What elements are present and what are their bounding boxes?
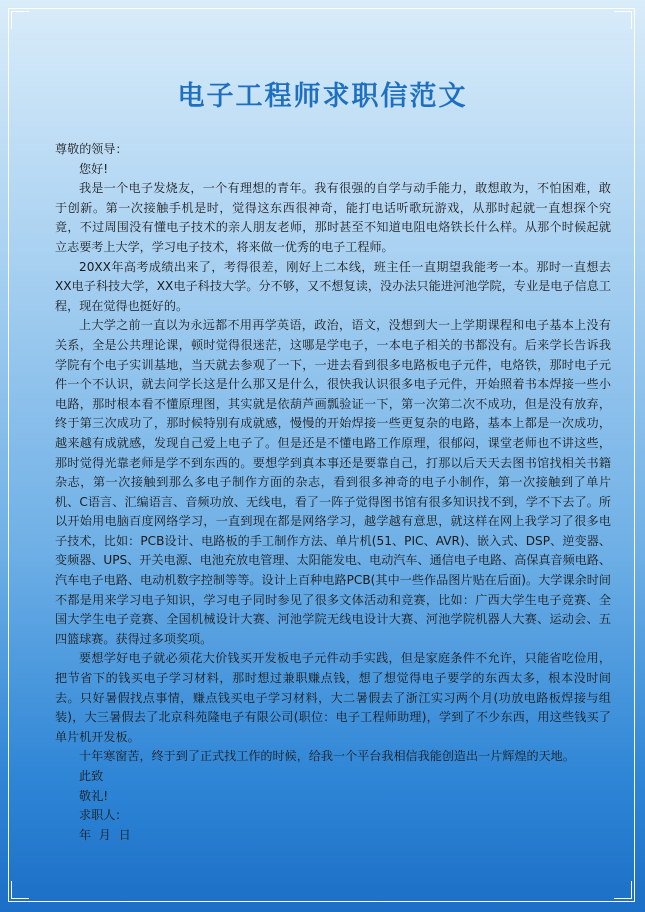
paragraph: 要想学好电子就必须花大价钱买开发板电子元件动手实践，但是家庭条件不允许，只能省吃俭用，把节省下的钱买电子学习材料，那时想过兼职赚点钱，想了想觉得电子要学的东西太多，根本没时间去。只好暑假找点事情，赚点钱买电子学习材料，大二暑假去了浙江实习两个月(功放电路板焊接与组装)，大三暑假去了北京科苑隆电子有限公司(职位：电子工程师助理)，学到了不少东西，用这些钱买了单片机开发板。 [55,651,611,744]
corner-ornament [614,881,632,899]
paragraph: 20XX年高考成绩出来了，考得很差，刚好上二本线，班主任一直期望我能考一本。那时一直想去XX电子科技大学，XX电子科技大学。分不够，又不想复读，没办法只能进河池学院，专业是电子信息工程，现在觉得也挺好的。 [55,259,611,313]
closing-line: 此致 [79,769,104,783]
paragraph: 十年寒窗苦，终于到了正式找工作的时候，给我一个平台我相信我能创造出一片辉煌的天地。 [79,749,575,764]
letter-body [55,140,611,845]
closing-line: 求职人： [79,808,128,823]
page-title: 电子工程师求职信范文 [177,81,468,112]
closing-line: 敬礼! [79,788,109,803]
paragraph: 上大学之前一直以为永远都不用再学英语，政治，语文，没想到大一上学期课程和电子基本上没有关系，全是公共理论课，顿时觉得很迷茫，这哪是学电子，一本电子相关的书都没有。后来学长告诉我学院有个电子实训基地，当天就去参观了一下，一进去看到很多电路板电子元件，电烙铁，那时电子元件一个不认识，就去问学长这是什么那又是什么，很快我认识很多电子元件，开始照着书本焊接一些小电路，那时根本看不懂原理图，其实就是依葫芦画瓢验证一下，第一次第二次不成功，但是没有放弃，终于第三次成功了，那时候特别有成就感，慢慢的开始焊接一些更复杂的电路，基本上都是一次成功，越来越有成就感，发现自己爱上电子了。但是还是不懂电路工作原理，很郁闷，课堂老师也不讲这些，那时觉得光靠老师是学不到东西的。要想学到真本事还是要靠自己，打那以后天天去图书馆找相关书籍杂志，第一次接触到那么多电子制作方面的杂志，看到很多神奇的电子小制作，第一次接触到了单片机、C语言、汇编语言、音频功放、无线电，看了一阵子觉得图书馆有很多知识找不到，学不下去了。所以开始用电脑百度网络学习，一直到现在都是网络学习，越学越有意思，就这样在网上我学习了很多电子技术，比如：PCB设计、电路板的手工制作方法、单片机(51、PIC、AVR)、嵌入式、DSP、逆变器、变频器、UPS、开关电源、电池充放电管理、太阳能发电、电动汽车、通信电子电路、高保真音频电路、汽车电子电路、电动机数字控制等等。设计上百种电路PCB(其中一些作品图片贴在后面)。大学课余时间不都是用来学习电子知识，学习电子同时参见了很多文体活动和竞赛，比如：广西大学生电子竞赛、全国大学生电子竞赛、全国机械设计大赛、河池学院无线电设计大赛、河池学院机器人大赛、运动会、五四篮球赛。获得过多项奖项。 [55,318,611,646]
corner-ornament [614,11,632,29]
corner-ornament [11,11,29,29]
salutation: 尊敬的领导： [55,142,128,156]
paragraph: 我是一个电子发烧友，一个有理想的青年。我有很强的自学与动手能力，敢想敢为，不怕困难，敢于创新。第一次接触手机是时，觉得这东西很神奇，能打电话听歌玩游戏，从那时起就一直想探个究竟，不过周围没有懂电子技术的亲人朋友老师，那时甚至不知道电阻电烙铁长什么样。从那个时候起就立志要考上大学，学习电子技术，将来做一优秀的电子工程师。 [55,181,611,254]
date-line: 年 月 日 [79,827,131,842]
corner-ornament [11,881,29,899]
greeting: 您好! [79,161,109,176]
